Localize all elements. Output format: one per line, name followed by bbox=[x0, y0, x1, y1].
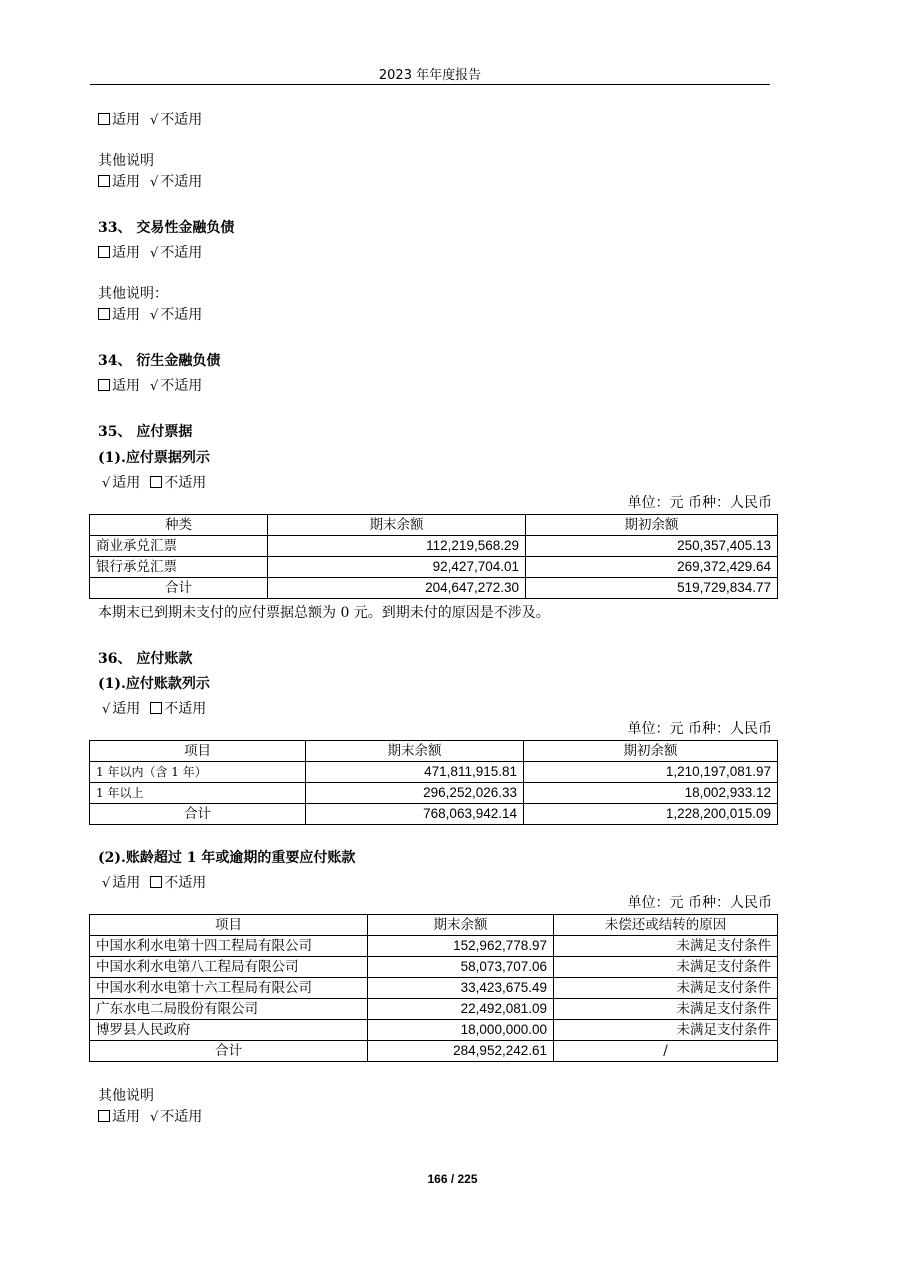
subsection-title: (2).账龄超过 1 年或逾期的重要应付账款 bbox=[98, 850, 356, 866]
table-row: 银行承兑汇票 92,427,704.01 269,372,429.64 bbox=[90, 557, 778, 578]
page-number: 166 / 225 bbox=[427, 1172, 478, 1186]
checkbox-empty-icon bbox=[98, 175, 110, 187]
other-notes-label: 其他说明 bbox=[98, 153, 154, 169]
option-not-applicable: 适用 √ 不适用 bbox=[98, 244, 202, 263]
table-row: 中国水利水电第十四工程局有限公司 152,962,778.97 未满足支付条件 bbox=[90, 936, 778, 957]
table-total-row: 合计 284,952,242.61 / bbox=[90, 1041, 778, 1062]
checkmark-icon: √ bbox=[150, 308, 159, 323]
unit-label: 单位：元 币种：人民币 bbox=[627, 495, 772, 511]
checkbox-empty-icon bbox=[98, 113, 110, 125]
option-not-applicable: 适用 √ 不适用 bbox=[98, 306, 202, 325]
checkmark-icon: √ bbox=[102, 476, 111, 491]
table-total-row: 合计 204,647,272.30 519,729,834.77 bbox=[90, 578, 778, 599]
checkmark-icon: √ bbox=[150, 113, 159, 128]
section-36-title: 36、 应付账款 bbox=[98, 651, 193, 667]
section-35-title: 35、 应付票据 bbox=[98, 424, 193, 440]
accounts-payable-table bbox=[89, 740, 778, 825]
unit-label: 单位：元 币种：人民币 bbox=[627, 895, 772, 911]
header-rule bbox=[90, 84, 770, 85]
checkbox-empty-icon bbox=[98, 308, 110, 320]
table-row: 博罗县人民政府 18,000,000.00 未满足支付条件 bbox=[90, 1020, 778, 1041]
column-header: 项目 bbox=[90, 741, 306, 762]
checkbox-empty-icon bbox=[98, 1110, 110, 1122]
column-header: 期初余额 bbox=[524, 741, 778, 762]
checkmark-icon: √ bbox=[150, 175, 159, 190]
option-not-applicable: 适用 √ 不适用 bbox=[98, 111, 202, 130]
option-not-applicable: 适用 √ 不适用 bbox=[98, 173, 202, 192]
column-header: 未偿还或结转的原因 bbox=[554, 915, 778, 936]
table-header-row bbox=[90, 915, 778, 936]
section-33-title: 33、 交易性金融负债 bbox=[98, 220, 235, 236]
column-header: 期末余额 bbox=[306, 741, 524, 762]
table-row: 1 年以内（含 1 年） 471,811,915.81 1,210,197,081.97 bbox=[90, 762, 778, 783]
option-not-applicable: 适用 √ 不适用 bbox=[98, 377, 202, 396]
column-header: 期初余额 bbox=[526, 515, 778, 536]
notes-payable-remark: 本期末已到期未支付的应付票据总额为 0 元。到期未付的原因是不涉及。 bbox=[98, 605, 550, 621]
option-not-applicable: 适用 √ 不适用 bbox=[98, 1108, 202, 1127]
notes-payable-table bbox=[89, 514, 778, 599]
checkmark-icon: √ bbox=[150, 379, 159, 394]
checkmark-icon: √ bbox=[150, 1110, 159, 1125]
aged-payables-table bbox=[89, 914, 778, 1062]
checkbox-empty-icon bbox=[98, 246, 110, 258]
table-row: 中国水利水电第八工程局有限公司 58,073,707.06 未满足支付条件 bbox=[90, 957, 778, 978]
subsection-title: (1).应付账款列示 bbox=[98, 676, 210, 692]
checkmark-icon: √ bbox=[150, 246, 159, 261]
option-applicable: √ 适用 不适用 bbox=[102, 875, 207, 891]
option-applicable: √ 适用 不适用 bbox=[102, 701, 207, 717]
other-notes-label: 其他说明 bbox=[98, 1088, 154, 1104]
column-header: 项目 bbox=[90, 915, 368, 936]
table-header-row bbox=[90, 741, 778, 762]
checkbox-empty-icon bbox=[150, 702, 162, 714]
checkbox-empty-icon bbox=[150, 876, 162, 888]
option-applicable: √ 适用 不适用 bbox=[102, 475, 207, 491]
table-total-row: 合计 768,063,942.14 1,228,200,015.09 bbox=[90, 804, 778, 825]
section-34-title: 34、 衍生金融负债 bbox=[98, 353, 221, 369]
checkbox-empty-icon bbox=[150, 476, 162, 488]
checkmark-icon: √ bbox=[102, 876, 111, 891]
table-row: 1 年以上 296,252,026.33 18,002,933.12 bbox=[90, 783, 778, 804]
table-row: 商业承兑汇票 112,219,568.29 250,357,405.13 bbox=[90, 536, 778, 557]
page-header: 2023 年年度报告 bbox=[378, 68, 482, 83]
subsection-title: (1).应付票据列示 bbox=[98, 450, 210, 466]
column-header: 种类 bbox=[90, 515, 268, 536]
column-header: 期末余额 bbox=[368, 915, 554, 936]
table-row: 广东水电二局股份有限公司 22,492,081.09 未满足支付条件 bbox=[90, 999, 778, 1020]
checkmark-icon: √ bbox=[102, 702, 111, 717]
unit-label: 单位：元 币种：人民币 bbox=[627, 721, 772, 737]
checkbox-empty-icon bbox=[98, 379, 110, 391]
column-header: 期末余额 bbox=[268, 515, 526, 536]
table-row: 中国水利水电第十六工程局有限公司 33,423,675.49 未满足支付条件 bbox=[90, 978, 778, 999]
table-header-row bbox=[90, 515, 778, 536]
other-notes-label: 其他说明： bbox=[98, 286, 168, 302]
